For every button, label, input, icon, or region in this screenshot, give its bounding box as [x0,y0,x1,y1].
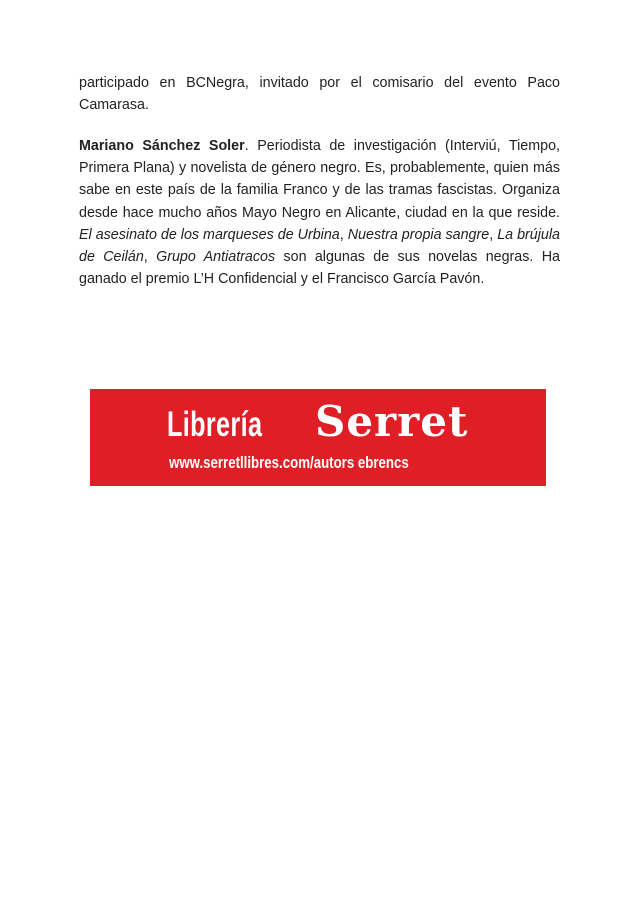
book-title: El asesinato de los marqueses de Urbina [79,226,340,243]
bio-text: Periodista de investigación (Interviú, Tiempo, Primera Plana) y novelista de género negro. Es, probablemente, quien más sabe en este país de la familia Franco y de las tramas fascistas. Organiza desde hace mucho años Mayo Negro en Alicante, ciudad en la que reside. [79,137,560,221]
banner-url[interactable]: www.serretllibres.com/autors ebrencs [169,453,409,472]
bio-text: son algunas de sus novelas negras. Ha ganado el premio L’H Confidencial y el Francisco García Pavón. [79,248,560,288]
author-name: Mariano Sánchez Soler [79,137,245,154]
paragraph-continuation: participado en BCNegra, invitado por el comisario del evento Paco Camarasa. [79,75,560,114]
banner-word-libreria: Librería [167,405,263,444]
banner-word-serret: Serret [315,397,469,446]
text-separator: , [489,226,498,243]
text-separator: , [143,248,157,265]
text-separator: , [339,226,348,243]
book-title: La brújula de Ceilán [79,226,561,265]
text-separator: . [244,137,258,154]
book-title: Grupo Antiatracos [156,248,276,265]
document-page [79,72,560,290]
libreria-serret-banner[interactable] [90,389,546,486]
book-title: Nuestra propia sangre [347,226,490,243]
author-bio-paragraph [79,135,560,290]
